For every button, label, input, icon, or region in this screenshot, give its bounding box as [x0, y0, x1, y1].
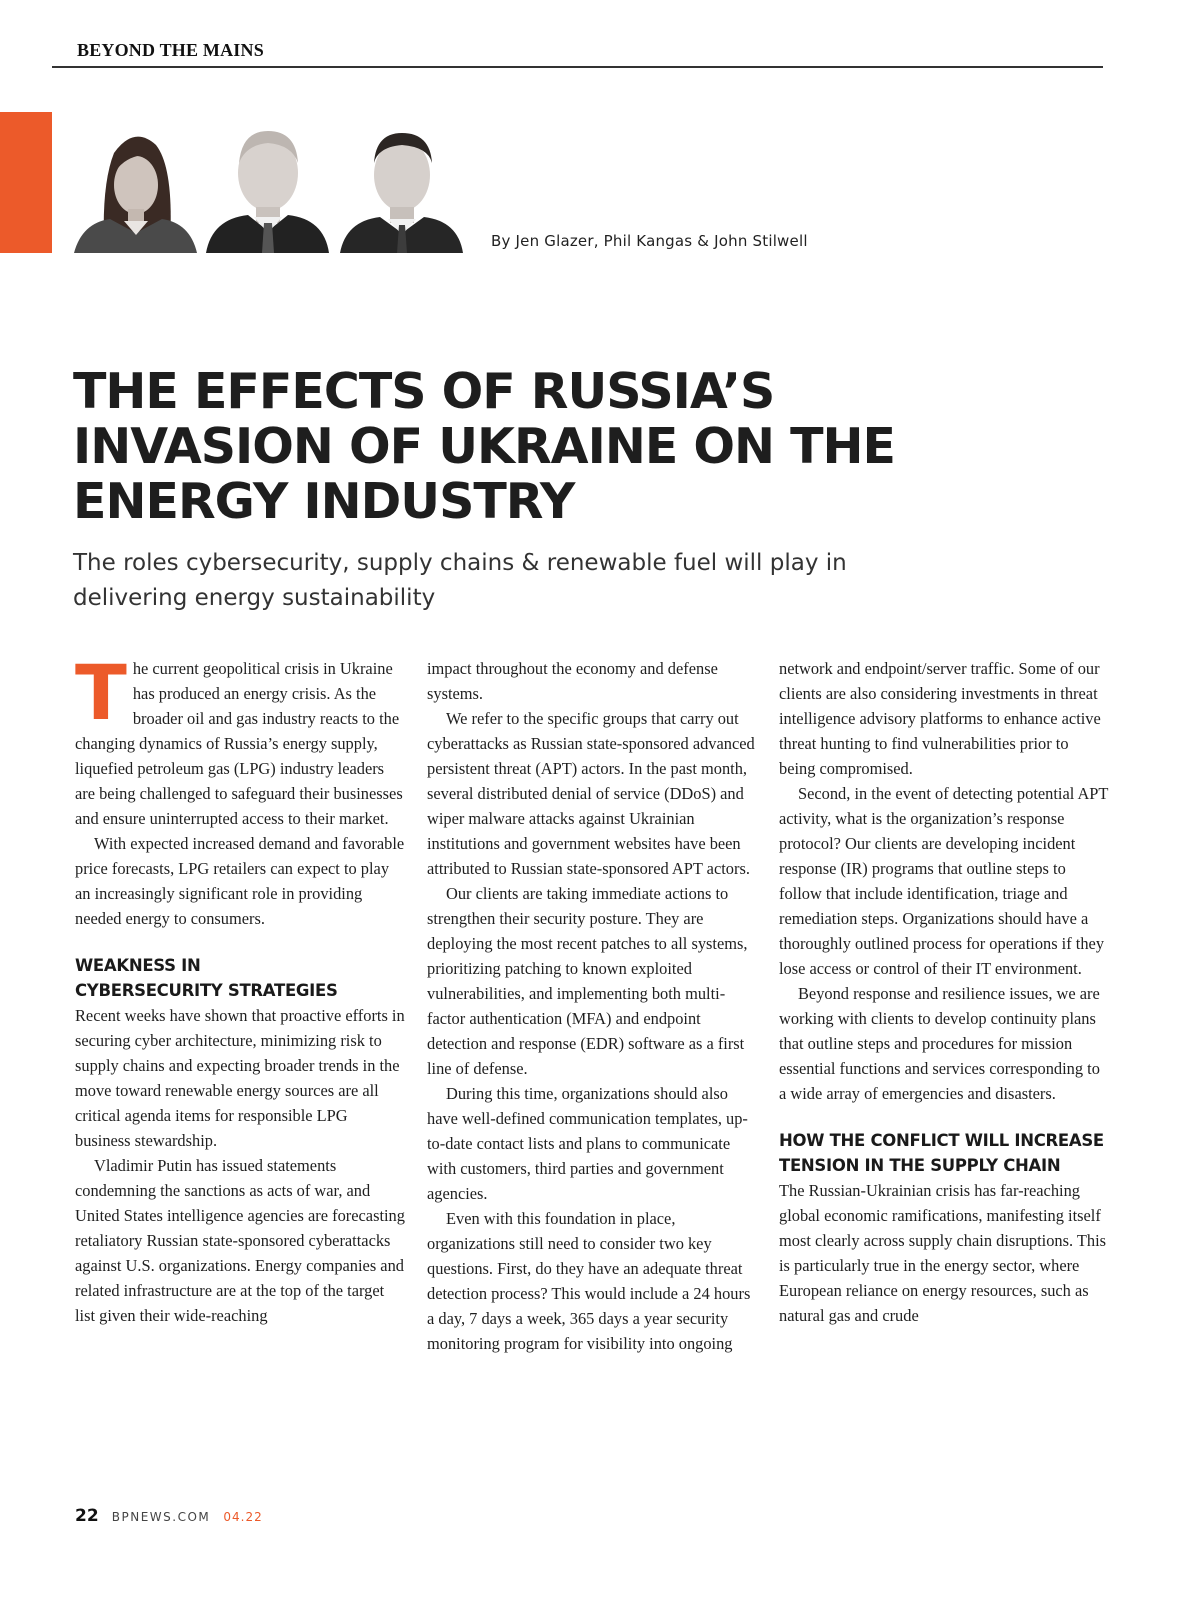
headline-line-2: INVASION OF UKRAINE ON THE	[73, 418, 896, 475]
paragraph: During this time, organizations should also have well-defined communication templates, up-to-date contact lists and plans to communicate with customers, third parties and government agencies.	[427, 1084, 748, 1203]
header-rule	[52, 66, 1103, 68]
subheading-cybersecurity	[75, 953, 405, 1003]
drop-cap: T	[75, 648, 127, 737]
paragraph: With expected increased demand and favorable price forecasts, LPG retailers can expect to play an increasingly significant role in providing needed energy to consumers.	[75, 834, 405, 928]
paragraph: network and endpoint/server traffic. Some of our clients are also considering investments in threat intelligence advisory platforms to enhance active threat hunting to find vulnerabilities prior to being compromised.	[779, 659, 1101, 778]
paragraph: The Russian-Ukrainian crisis has far-reaching global economic ramifications, manifesting itself most clearly across supply chain disruptions. This is particularly true in the energy sector, where European reliance on energy resources, such as natural gas and crude	[779, 1181, 1107, 1325]
page-footer	[75, 1506, 263, 1526]
headline-line-3: ENERGY INDUSTRY	[73, 473, 575, 530]
paragraph	[75, 648, 405, 831]
subheading-line: HOW THE CONFLICT WILL INCREASE	[779, 1131, 1104, 1150]
author-photo-2	[206, 123, 329, 253]
portrait-woman-icon	[74, 123, 197, 253]
article-deck: The roles cybersecurity, supply chains & renewable fuel will play in delivering energy sustainability	[73, 550, 847, 611]
paragraph: Beyond response and resilience issues, we are working with clients to develop continuity plans that outline steps and procedures for mission essential functions and services corresponding to a wide array of emergencies and disasters.	[779, 984, 1100, 1103]
paragraph: Even with this foundation in place, organizations still need to consider two key questions. First, do they have an adequate threat detection process? This would include a 24 hours a day, 7 days a week, 365 days a year security monitoring program for visibility into ongoing	[427, 1209, 751, 1353]
paragraph: Second, in the event of detecting potential APT activity, what is the organization’s response protocol? Our clients are developing incident response (IR) programs that outline steps to follow that include identification, triage and remediation steps. Organizations should have a thoroughly outlined process for operations if they lose access or control of their IT environment.	[779, 784, 1109, 978]
paragraph: Vladimir Putin has issued statements condemning the sanctions as acts of war, and United States intelligence agencies are forecasting retaliatory Russian state-sponsored cyberattacks against U.S. organizations. Energy companies and related infrastructure are at the top of the target list given their wide-reaching	[75, 1156, 405, 1325]
section-label: BEYOND THE MAINS	[77, 40, 264, 60]
article-column-2	[427, 656, 757, 1356]
paragraph-text: he current geopolitical crisis in Ukraine has produced an energy crisis. As the broader oil and gas industry reacts to the changing dynamics of Russia’s energy supply, liquefied petroleum gas (LPG) industry leaders are being challenged to safeguard their businesses and ensure uninterrupted access to their market.	[75, 659, 403, 828]
portrait-man-icon	[206, 123, 329, 253]
byline: By Jen Glazer, Phil Kangas & John Stilwell	[491, 232, 808, 250]
site-url: BPNEWS.COM	[111, 1510, 211, 1524]
article-headline	[73, 364, 973, 529]
paragraph: We refer to the specific groups that carry out cyberattacks as Russian state-sponsored advanced persistent threat (APT) actors. In the past month, several distributed denial of service (DDoS) and wiper malware attacks against Ukrainian institutions and government websites have been attributed to Russian state-sponsored APT actors.	[427, 709, 755, 878]
issue-date: 04.22	[223, 1510, 263, 1524]
article-column-1	[75, 648, 405, 1328]
accent-bar	[0, 112, 52, 253]
author-photo-3	[340, 123, 463, 253]
paragraph: Our clients are taking immediate actions to strengthen their security posture. They are deploying the most recent patches to all systems, prioritizing patching to known exploited vulnerabilities, and implementing both multi-factor authentication (MFA) and endpoint detection and response (EDR) software as a first line of defense.	[427, 884, 748, 1078]
page-number: 22	[75, 1506, 99, 1526]
article-column-3	[779, 656, 1109, 1328]
paragraph: impact throughout the economy and defense systems.	[427, 659, 718, 703]
subheading-supply-chain	[779, 1128, 1109, 1178]
subheading-line: WEAKNESS IN	[75, 956, 201, 975]
subheading-line: CYBERSECURITY STRATEGIES	[75, 981, 338, 1000]
author-photo-1	[74, 123, 197, 253]
paragraph: Recent weeks have shown that proactive efforts in securing cyber architecture, minimizing risk to supply chains and expecting broader trends in the move toward renewable energy sources are all critical agenda items for responsible LPG business stewardship.	[75, 1006, 405, 1150]
headline-line-1: THE EFFECTS OF RUSSIA’S	[73, 363, 775, 420]
portrait-man-icon	[340, 123, 463, 253]
subheading-line: TENSION IN THE SUPPLY CHAIN	[779, 1156, 1061, 1175]
